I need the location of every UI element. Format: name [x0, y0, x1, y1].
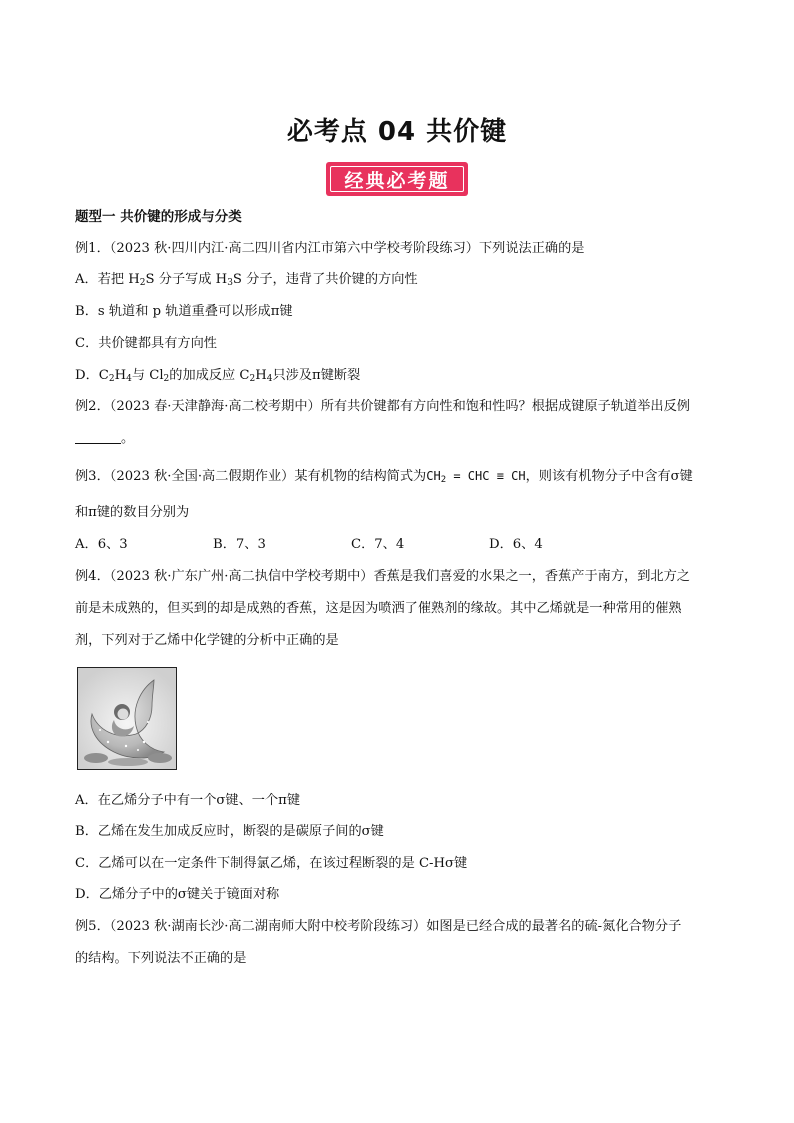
q3-option-d: D．6、4	[489, 537, 543, 552]
q2-answer-line: 。	[75, 429, 134, 449]
q3-option-c: C．7、4	[351, 537, 405, 552]
q1-stem: 例1．（2023 秋·四川内江·高二四川省内江市第六中学校考阶段练习）下列说法正确的是	[75, 241, 585, 256]
q3-stem: 例3．（2023 秋·全国·高二假期作业）某有机物的结构简式为$CH_2$ = CHC ≡ CH，则该有机物分子中含有σ键	[75, 469, 693, 485]
answer-blank[interactable]	[75, 431, 121, 444]
q4-stem-line2: 前是未成熟的，但买到的却是成熟的香蕉，这是因为喷洒了催熟剂的缘故。其中乙烯就是一种常用的催熟	[75, 601, 682, 616]
q1-option-b: B．s 轨道和 p 轨道重叠可以形成π键	[75, 304, 293, 319]
q4-option-b: B．乙烯在发生加成反应时，断裂的是碳原子间的σ键	[75, 824, 384, 839]
page-title: 必考点 04 共价键	[286, 117, 508, 147]
q3-option-a: A．6、3	[75, 537, 128, 552]
q3-option-b: B．7、3	[213, 537, 266, 552]
moon-girl-picture	[78, 668, 176, 769]
moon-girl-illustration	[77, 667, 177, 770]
q1-option-a: A．若把 $H_2S$ 分子写成 $H_3S$ 分子，违背了共价键的方向性	[75, 272, 418, 288]
q5-stem-line1: 例5．（2023 秋·湖南长沙·高二湖南师大附中校考阶段练习）如图是已经合成的最著名的硫-氮化合物分子	[75, 919, 682, 934]
structural-formula: $CH_2$ = CHC ≡ CH	[426, 469, 526, 485]
classic-questions-badge	[326, 162, 468, 196]
section-heading: 题型一 共价键的形成与分类	[75, 209, 242, 225]
q4-stem-line3: 剂，下列对于乙烯中化学键的分析中正确的是	[75, 633, 339, 648]
q4-stem-line1: 例4．（2023 秋·广东广州·高二执信中学校考期中）香蕉是我们喜爱的水果之一，香蕉产于南方，到北方之	[75, 569, 690, 584]
q3-options	[75, 535, 627, 555]
q1-option-d: D．$C_2H_4$与 $Cl_2$的加成反应 $C_2H_4$只涉及π键断裂	[75, 368, 361, 384]
badge-label: 经典必考题	[330, 166, 464, 192]
q3-stem-cont: 和π键的数目分别为	[75, 505, 190, 520]
q4-option-d: D．乙烯分子中的σ键关于镜面对称	[75, 887, 280, 902]
q1-option-c: C．共价键都具有方向性	[75, 336, 217, 351]
q4-option-a: A．在乙烯分子中有一个σ键、一个π键	[75, 793, 301, 808]
q4-option-c: C．乙烯可以在一定条件下制得氯乙烯，在该过程断裂的是 C-Hσ键	[75, 856, 468, 871]
q5-stem-line2: 的结构。下列说法不正确的是	[75, 951, 247, 966]
q2-stem: 例2．（2023 春·天津静海·高二校考期中）所有共价键都有方向性和饱和性吗？根据成键原子轨道举出反例	[75, 399, 690, 414]
